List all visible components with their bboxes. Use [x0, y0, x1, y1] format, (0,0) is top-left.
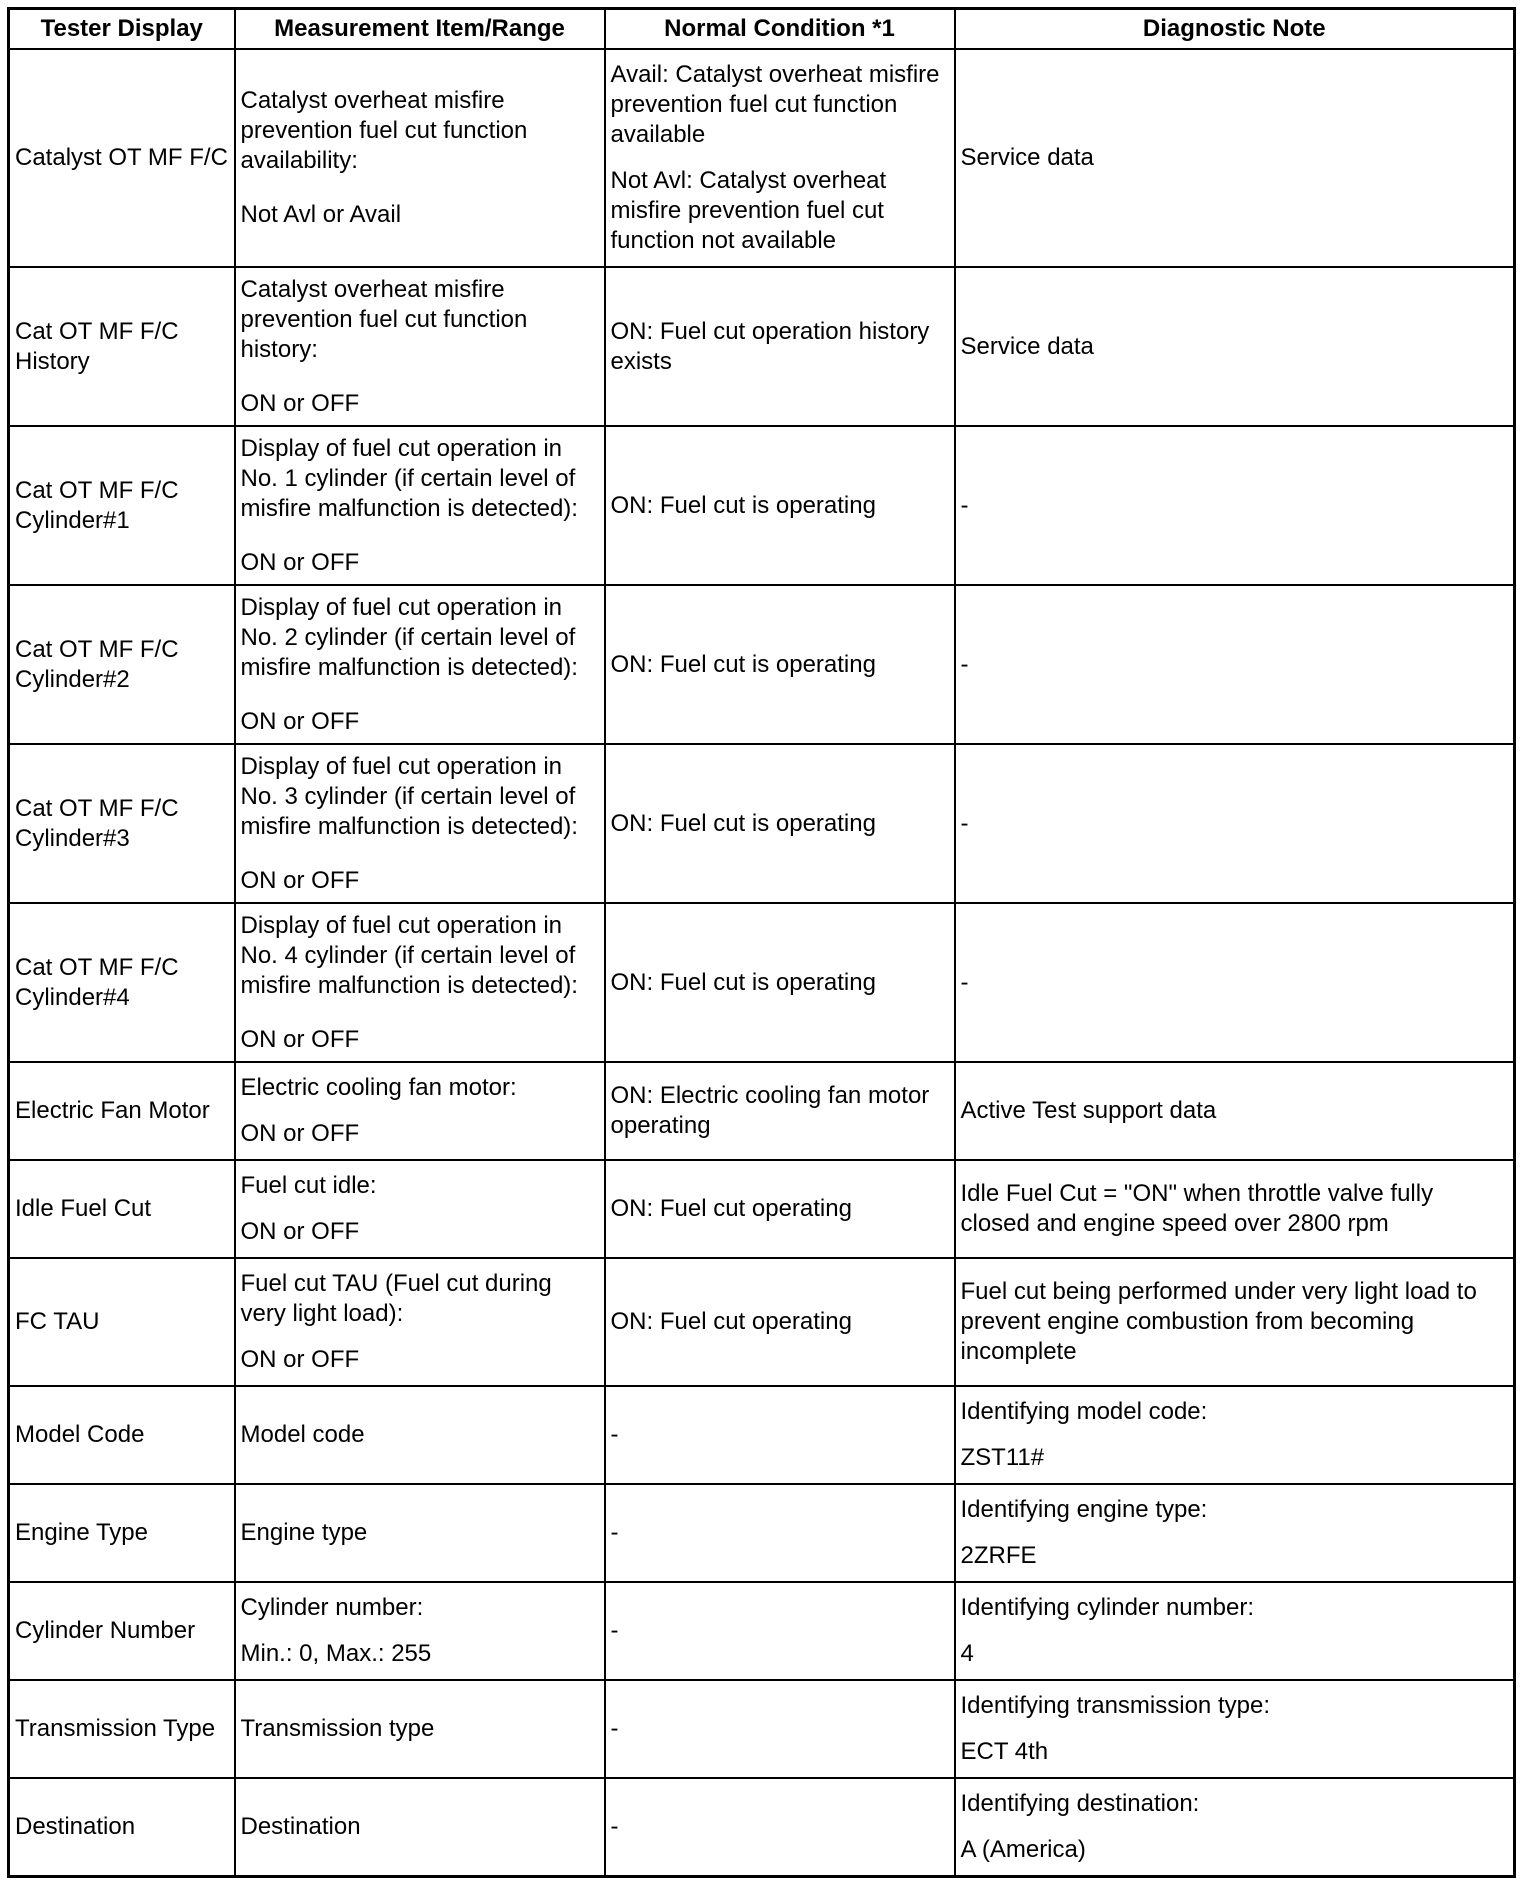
measurement-cell	[235, 426, 605, 585]
measurement-cell	[235, 1582, 605, 1680]
table-row	[9, 1484, 1515, 1582]
normal-condition-cell: ON: Fuel cut operation history exists	[605, 267, 955, 426]
measurement-item: Display of fuel cut operation in No. 1 cylinder (if certain level of misfire malfunction is detected):	[240, 434, 578, 522]
tester-display-cell: Idle Fuel Cut	[9, 1160, 235, 1258]
measurement-cell	[235, 903, 605, 1062]
measurement-cell	[235, 1258, 605, 1386]
tester-display-cell: Cat OT MF F/C History	[9, 267, 235, 426]
normal-condition-cell: -	[605, 1778, 955, 1876]
normal-condition-cell: ON: Fuel cut is operating	[605, 426, 955, 585]
table-row	[9, 1258, 1515, 1386]
diagnostic-note-cell	[955, 1386, 1515, 1484]
diagnostic-note: Identifying destination:	[960, 1789, 1200, 1817]
header-normal-condition: Normal Condition *1	[605, 9, 955, 50]
diagnostic-note-cell: -	[955, 903, 1515, 1062]
measurement-range: ON or OFF	[240, 1346, 360, 1373]
measurement-range: Min.: 0, Max.: 255	[240, 1640, 432, 1667]
diagnostic-note-cell	[955, 1484, 1515, 1582]
tester-display-cell: Cylinder Number	[9, 1582, 235, 1680]
measurement-range: ON or OFF	[240, 1025, 360, 1053]
diagnostic-note-cell	[955, 1680, 1515, 1778]
diagnostic-note: Identifying engine type:	[960, 1496, 1208, 1523]
measurement-range: ON or OFF	[240, 866, 360, 894]
table-row	[9, 1062, 1515, 1160]
measurement-cell	[235, 585, 605, 744]
measurement-cell: Engine type	[235, 1484, 605, 1582]
diagnostic-note-value: ZST11#	[960, 1444, 1045, 1471]
data-list-table	[7, 7, 1516, 1878]
diagnostic-note-cell: Idle Fuel Cut = "ON" when throttle valve fully closed and engine speed over 2800 rpm	[955, 1160, 1515, 1258]
diagnostic-note: Identifying cylinder number:	[960, 1594, 1254, 1621]
diagnostic-note: Identifying model code:	[960, 1398, 1208, 1425]
measurement-range: ON or OFF	[240, 707, 360, 735]
table-row	[9, 585, 1515, 744]
diagnostic-note-value: ECT 4th	[960, 1738, 1049, 1765]
normal-condition-cell: ON: Electric cooling fan motor operating	[605, 1062, 955, 1160]
tester-display-cell: Cat OT MF F/C Cylinder#4	[9, 903, 235, 1062]
measurement-cell: Destination	[235, 1778, 605, 1876]
table-row	[9, 1778, 1515, 1876]
normal-condition-cell: ON: Fuel cut operating	[605, 1160, 955, 1258]
normal-condition-cell: -	[605, 1582, 955, 1680]
diagnostic-note-cell: Service data	[955, 49, 1515, 267]
table-row	[9, 267, 1515, 426]
tester-display-cell: Destination	[9, 1778, 235, 1876]
measurement-cell	[235, 1160, 605, 1258]
table-row	[9, 1386, 1515, 1484]
header-tester-display: Tester Display	[9, 9, 235, 50]
tester-display-cell: Cat OT MF F/C Cylinder#2	[9, 585, 235, 744]
normal-condition: Avail: Catalyst overheat misfire prevention fuel cut function available	[610, 61, 940, 148]
tester-display-cell: Cat OT MF F/C Cylinder#1	[9, 426, 235, 585]
diagnostic-note: Identifying transmission type:	[960, 1692, 1270, 1719]
tester-display-cell: Transmission Type	[9, 1680, 235, 1778]
measurement-cell	[235, 267, 605, 426]
table-row	[9, 1680, 1515, 1778]
normal-condition-cell: -	[605, 1484, 955, 1582]
tester-display-cell: Cat OT MF F/C Cylinder#3	[9, 744, 235, 903]
measurement-range: Not Avl or Avail	[240, 201, 402, 228]
diagnostic-note-value: A (America)	[960, 1835, 1086, 1863]
header-diagnostic-note: Diagnostic Note	[955, 9, 1515, 50]
header-measurement: Measurement Item/Range	[235, 9, 605, 50]
normal-condition-cell: ON: Fuel cut operating	[605, 1258, 955, 1386]
diagnostic-note-cell: -	[955, 426, 1515, 585]
diagnostic-note-cell	[955, 1778, 1515, 1876]
table-row	[9, 49, 1515, 267]
measurement-range: ON or OFF	[240, 1120, 360, 1147]
measurement-cell	[235, 1062, 605, 1160]
measurement-item: Catalyst overheat misfire prevention fuel cut function history:	[240, 275, 528, 363]
table-row	[9, 1582, 1515, 1680]
measurement-item: Cylinder number:	[240, 1594, 424, 1621]
measurement-range: ON or OFF	[240, 389, 360, 417]
diagnostic-note-value: 4	[960, 1640, 974, 1667]
normal-condition-cell: -	[605, 1680, 955, 1778]
normal-condition-cell: ON: Fuel cut is operating	[605, 744, 955, 903]
table-row	[9, 744, 1515, 903]
measurement-item: Catalyst overheat misfire prevention fuel cut function availability:	[240, 87, 528, 174]
tester-display-cell: FC TAU	[9, 1258, 235, 1386]
normal-condition-cell: -	[605, 1386, 955, 1484]
table-row	[9, 1160, 1515, 1258]
tester-display-cell: Engine Type	[9, 1484, 235, 1582]
measurement-item: Display of fuel cut operation in No. 4 cylinder (if certain level of misfire malfunction is detected):	[240, 911, 578, 999]
diagnostic-note-cell: -	[955, 585, 1515, 744]
diagnostic-note-value: 2ZRFE	[960, 1542, 1037, 1569]
tester-display-cell: Model Code	[9, 1386, 235, 1484]
diagnostic-note-cell: Service data	[955, 267, 1515, 426]
diagnostic-note-cell	[955, 1582, 1515, 1680]
measurement-cell	[235, 744, 605, 903]
measurement-cell: Transmission type	[235, 1680, 605, 1778]
measurement-item: Fuel cut TAU (Fuel cut during very light load):	[240, 1270, 552, 1327]
normal-condition-cell: ON: Fuel cut is operating	[605, 903, 955, 1062]
measurement-range: ON or OFF	[240, 1218, 360, 1245]
measurement-item: Display of fuel cut operation in No. 3 cylinder (if certain level of misfire malfunction is detected):	[240, 752, 578, 840]
measurement-item: Fuel cut idle:	[240, 1172, 377, 1199]
table-row	[9, 903, 1515, 1062]
measurement-item: Electric cooling fan motor:	[240, 1074, 517, 1101]
measurement-cell: Model code	[235, 1386, 605, 1484]
normal-condition-cell: ON: Fuel cut is operating	[605, 585, 955, 744]
measurement-cell	[235, 49, 605, 267]
header-row	[9, 9, 1515, 50]
diagnostic-note-cell: -	[955, 744, 1515, 903]
normal-condition-cell	[605, 49, 955, 267]
diagnostic-note-cell: Fuel cut being performed under very light load to prevent engine combustion from becoming incomplete	[955, 1258, 1515, 1386]
measurement-item: Display of fuel cut operation in No. 2 cylinder (if certain level of misfire malfunction is detected):	[240, 593, 578, 681]
measurement-range: ON or OFF	[240, 548, 360, 576]
tester-display-cell: Electric Fan Motor	[9, 1062, 235, 1160]
diagnostic-note-cell: Active Test support data	[955, 1062, 1515, 1160]
table-row	[9, 426, 1515, 585]
tester-display-cell: Catalyst OT MF F/C	[9, 49, 235, 267]
normal-condition-alt: Not Avl: Catalyst overheat misfire prevention fuel cut function not available	[610, 167, 887, 254]
